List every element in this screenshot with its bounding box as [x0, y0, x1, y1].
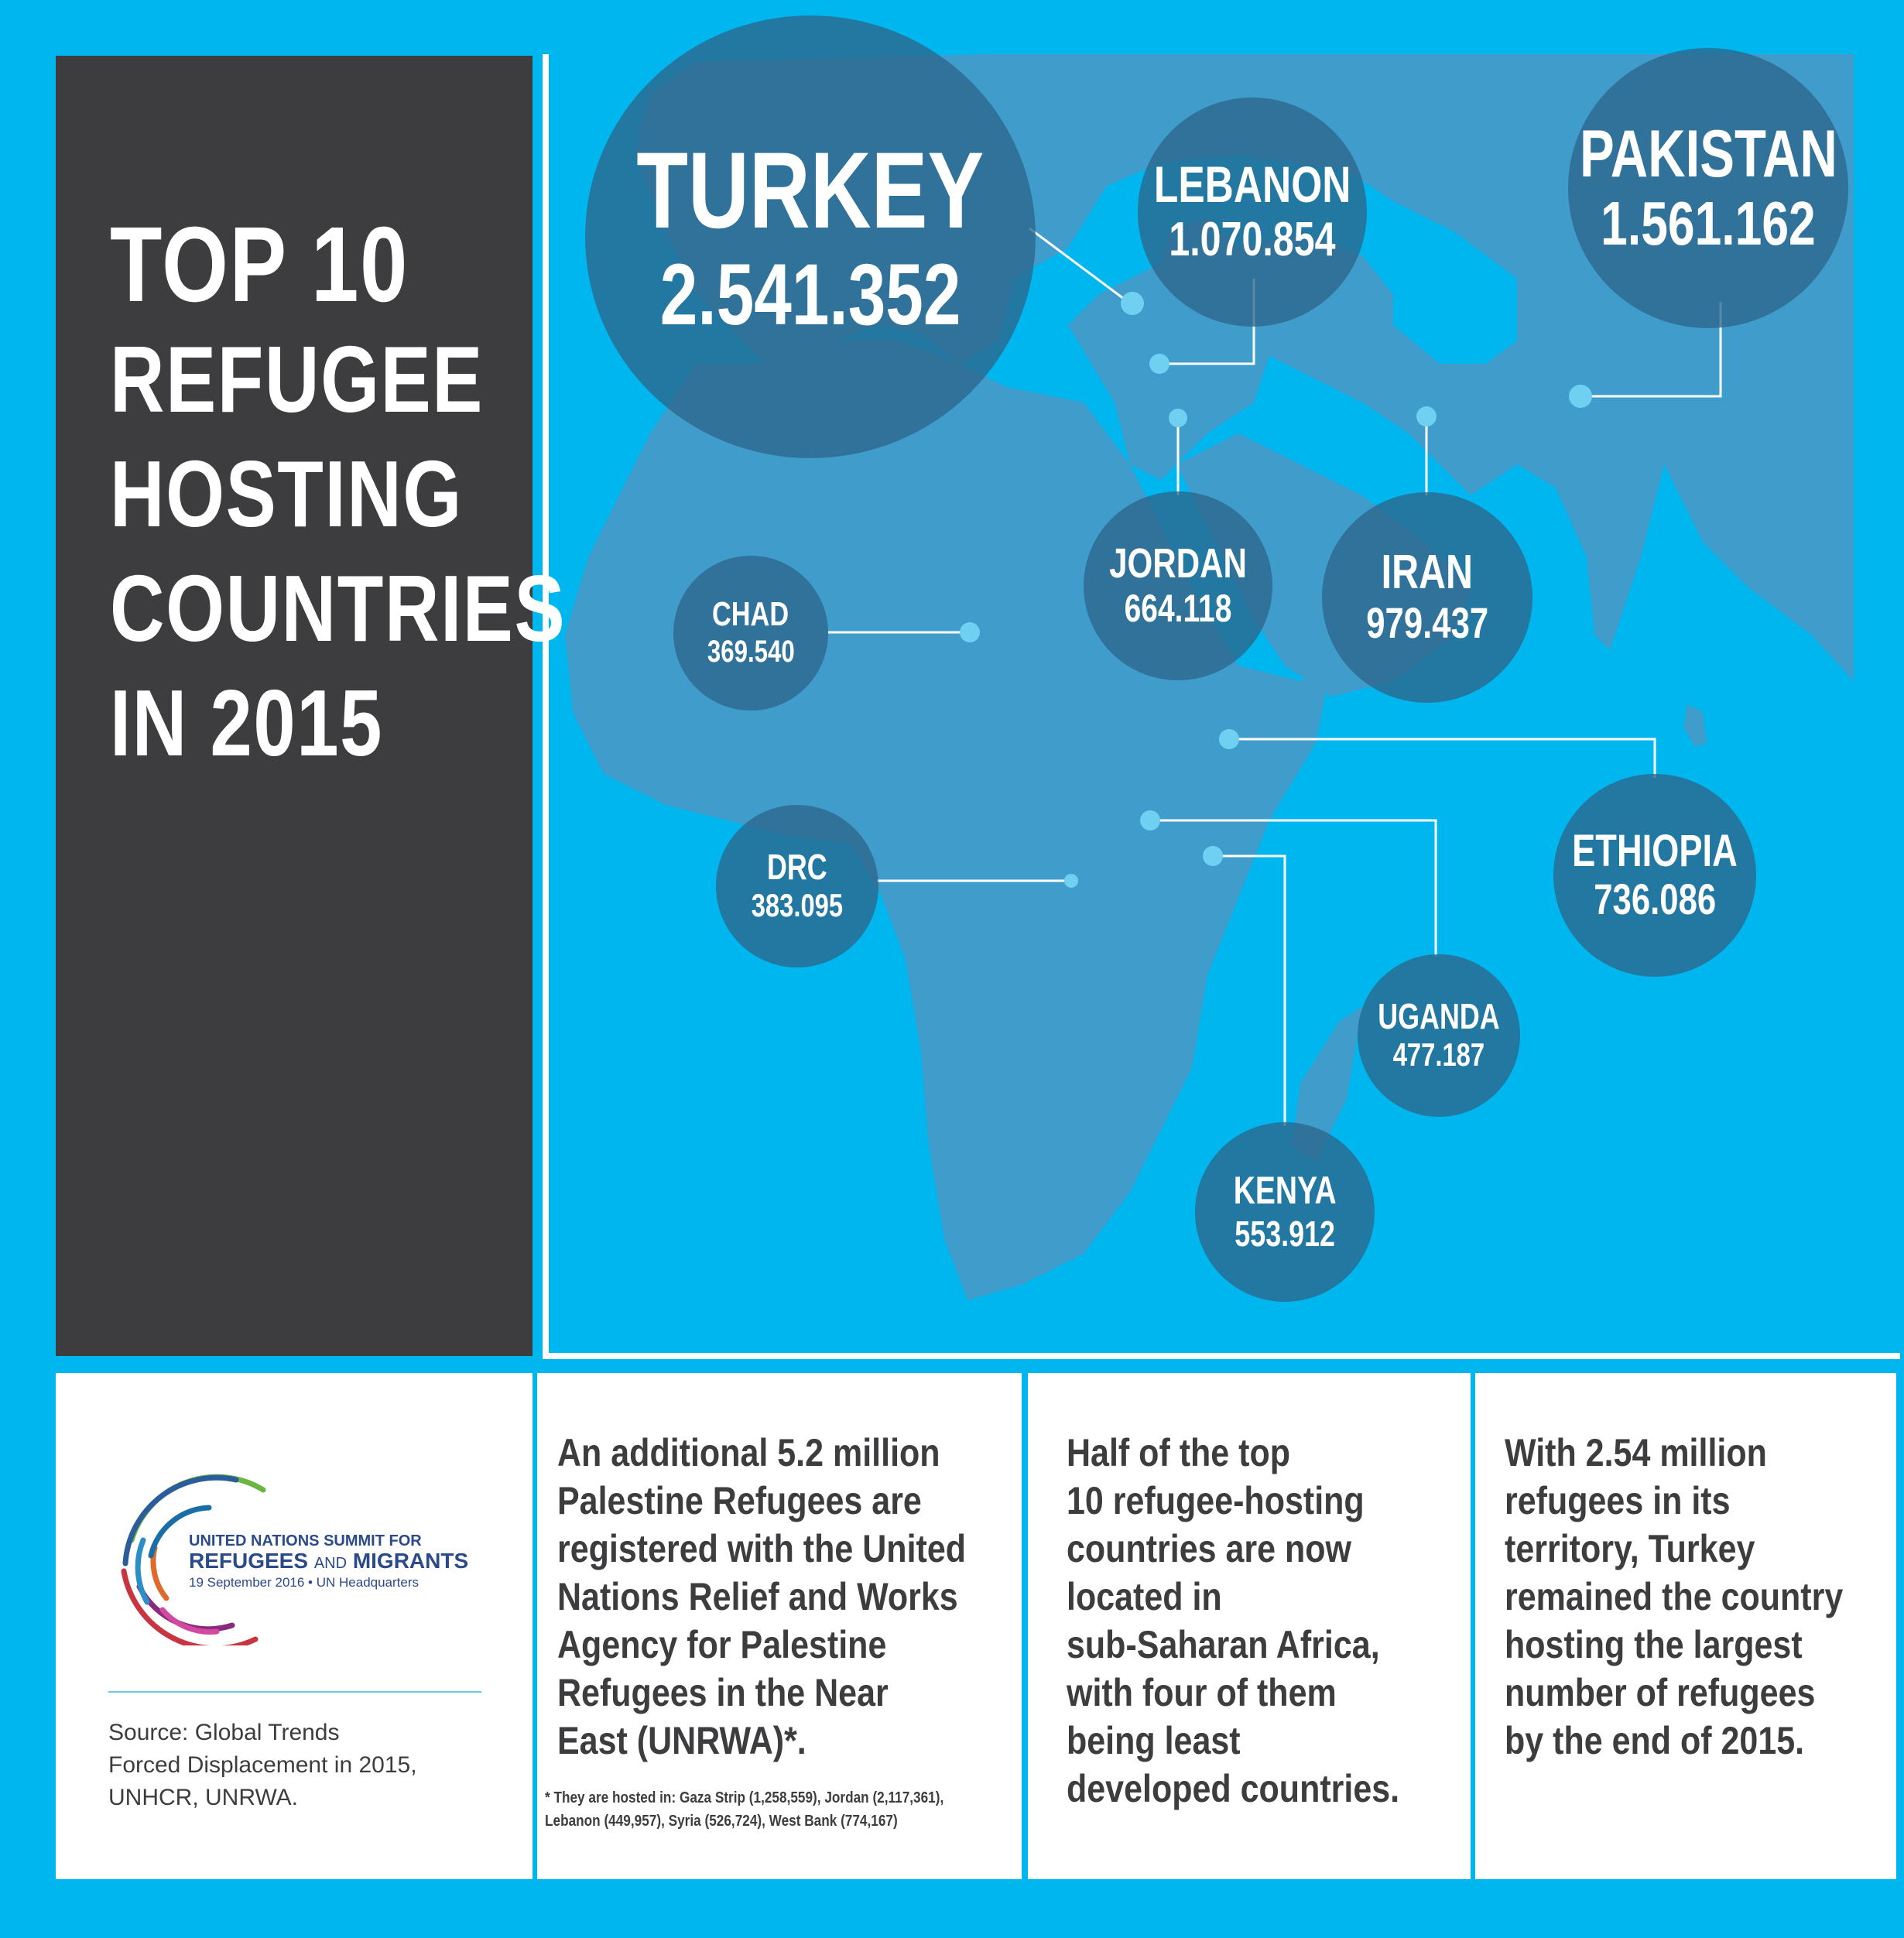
footnote-line-1: * They are hosted in: Gaza Strip (1,258,559), Jordan (2,117,361), [545, 1789, 944, 1806]
logo-line-3: 19 September 2016 • UN Headquarters [189, 1575, 419, 1590]
title-line-4: COUNTRIES [110, 556, 567, 661]
country-value: 1.561.162 [1601, 189, 1816, 258]
bubble-ethiopia [1553, 774, 1756, 977]
country-value: 979.437 [1366, 598, 1488, 647]
title-line-1: TOP 10 [110, 205, 409, 324]
title-line-5: IN 2015 [110, 670, 384, 776]
source-line-1: Source: Global Trends [108, 1720, 340, 1745]
turkey-line: by the end of 2015. [1505, 1719, 1805, 1762]
palestine-line: Refugees in the Near [557, 1671, 889, 1714]
country-name: KENYA [1233, 1169, 1337, 1212]
country-value: 664.118 [1124, 587, 1232, 630]
bubble-jordan [1084, 491, 1272, 680]
divider [108, 1691, 481, 1693]
country-name: ETHIOPIA [1572, 826, 1738, 876]
turkey-line: refugees in its [1505, 1479, 1731, 1522]
source-line-3: UNHCR, UNRWA. [108, 1785, 298, 1810]
palestine-line: Agency for Palestine [557, 1623, 887, 1666]
title-line-2: REFUGEE [110, 327, 484, 432]
palestine-line: East (UNRWA)*. [557, 1719, 806, 1762]
country-name: PAKISTAN [1579, 117, 1837, 191]
footnote [545, 1786, 1009, 1833]
turkey-line: remained the country [1505, 1575, 1844, 1618]
africa-line: with four of them [1067, 1671, 1337, 1714]
country-name: JORDAN [1109, 540, 1247, 587]
africa-line: Half of the top [1067, 1431, 1291, 1474]
turkey-line: territory, Turkey [1505, 1527, 1755, 1570]
turkey-line: number of refugees [1505, 1671, 1816, 1714]
palestine-line: registered with the United [557, 1527, 967, 1570]
country-name: DRC [767, 847, 827, 887]
africa-line: developed countries. [1067, 1767, 1400, 1810]
country-name: UGANDA [1378, 996, 1500, 1036]
country-value: 736.086 [1594, 875, 1716, 923]
africa-line: 10 refugee-hosting [1067, 1479, 1365, 1522]
turkey-line: hosting the largest [1505, 1623, 1803, 1666]
turkey-line: With 2.54 million [1505, 1431, 1767, 1474]
bubble-iran [1322, 492, 1532, 703]
logo-line-2: REFUGEES AND MIGRANTS [189, 1549, 469, 1573]
country-value: 553.912 [1235, 1214, 1335, 1254]
africa-text [1067, 1429, 1454, 1813]
bubble-turkey [585, 15, 1036, 458]
africa-line: being least [1067, 1719, 1241, 1762]
palestine-line: Palestine Refugees are [557, 1479, 922, 1522]
africa-line: located in [1067, 1575, 1222, 1618]
country-value: 477.187 [1392, 1036, 1485, 1073]
country-value: 369.540 [707, 635, 795, 669]
source-line-2: Forced Displacement in 2015, [108, 1752, 417, 1778]
country-name: TURKEY [636, 129, 985, 251]
bubble-kenya [1195, 1122, 1375, 1302]
source-text [108, 1717, 417, 1814]
turkey-text [1505, 1429, 1898, 1765]
africa-line: countries are now [1067, 1527, 1351, 1570]
palestine-line: An additional 5.2 million [557, 1431, 940, 1474]
bubble-lebanon [1138, 98, 1367, 327]
country-value: 2.541.352 [659, 246, 961, 343]
country-value: 1.070.854 [1169, 213, 1336, 266]
summit-logo [108, 1460, 511, 1645]
palestine-text [557, 1429, 1032, 1765]
bubble-uganda [1358, 954, 1520, 1117]
palestine-line: Nations Relief and Works [557, 1575, 958, 1618]
country-name: CHAD [712, 595, 789, 633]
africa-line: sub-Saharan Africa, [1067, 1623, 1380, 1666]
country-name: LEBANON [1153, 156, 1351, 213]
logo-line-1: UNITED NATIONS SUMMIT FOR [189, 1532, 422, 1549]
bubble-pakistan [1568, 48, 1848, 328]
footnote-line-2: Lebanon (449,957), Syria (526,724), West Bank (774,167) [545, 1813, 898, 1830]
bubble-chad [673, 556, 828, 710]
country-name: IRAN [1381, 546, 1474, 599]
bubble-drc [716, 805, 878, 967]
country-value: 383.095 [751, 887, 844, 923]
title-line-3: HOSTING [110, 441, 463, 546]
